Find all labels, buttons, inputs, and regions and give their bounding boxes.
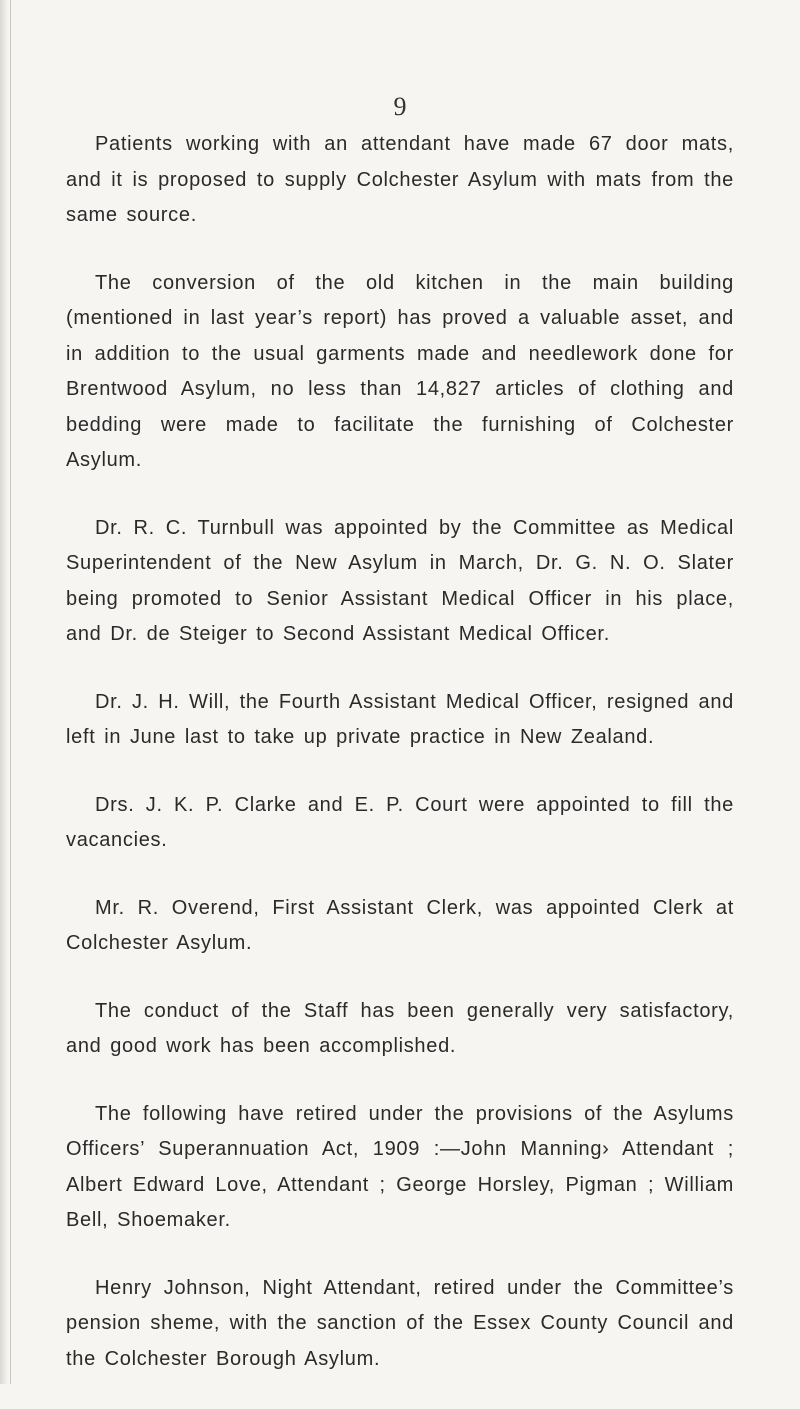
paragraph-text: Dr. R. C. Turnbull was appointed by the Committee as Medical Superintendent of the New Asylum in March, Dr. G. N. O. Slater being promoted to Senior Assistant Medical Officer in his place, and Dr. de Steiger to Second Assistant Medical Officer. bbox=[66, 516, 734, 645]
paragraph-text: The following have retired under the provisions of the Asylums Officers’ Superannuation Act, 1909 :—John Manning› Attendant ; Albert Edward Love, Attendant ; George Horsley, Pigman ; William Bell, Shoemaker. bbox=[66, 1102, 734, 1231]
paragraph-text: Dr. J. H. Will, the Fourth Assistant Medical Officer, resigned and left in June last to take up private practice in New Zealand. bbox=[66, 690, 734, 748]
paragraph-text: The conversion of the old kitchen in the main building (mentioned in last year’s report) has proved a valuable asset, and in addition to the usual garments made and needlework done for Brentwood Asylum, no less than 14,827 articles of clothing and bedding were made to facilitate the furnishing of Colchester Asylum. bbox=[66, 271, 734, 471]
paragraph-text: Patients working with an attendant have made 67 door mats, and it is proposed to supply Colchester Asylum with mats from the same source. bbox=[66, 133, 734, 226]
page-binding-line bbox=[10, 0, 11, 1384]
page-number: 9 bbox=[393, 92, 407, 121]
paragraph-retirements bbox=[66, 1097, 734, 1239]
paragraph-staff-conduct bbox=[66, 994, 734, 1065]
body-text bbox=[66, 127, 734, 1409]
paragraph-overend bbox=[66, 891, 734, 962]
paragraph-kitchen-conversion bbox=[66, 266, 734, 479]
paragraph-will-resignation bbox=[66, 685, 734, 756]
page-binding-edge bbox=[0, 0, 8, 1384]
paragraph-door-mats bbox=[66, 127, 734, 234]
paragraph-johnson-retirement bbox=[66, 1271, 734, 1378]
paragraph-text: The conduct of the Staff has been generally very satisfactory, and good work has been accomplished. bbox=[66, 999, 734, 1057]
paragraph-vacancies bbox=[66, 788, 734, 859]
paragraph-turnbull-appointment bbox=[66, 511, 734, 653]
paragraph-text: Drs. J. K. P. Clarke and E. P. Court were appointed to fill the vacancies. bbox=[66, 793, 734, 851]
paragraph-text: Henry Johnson, Night Attendant, retired under the Committee’s pension sheme, with the sanction of the Essex County Council and the Colchester Borough Asylum. bbox=[66, 1276, 734, 1370]
paragraph-text: Mr. R. Overend, First Assistant Clerk, was appointed Clerk at Colchester Asylum. bbox=[66, 896, 734, 954]
